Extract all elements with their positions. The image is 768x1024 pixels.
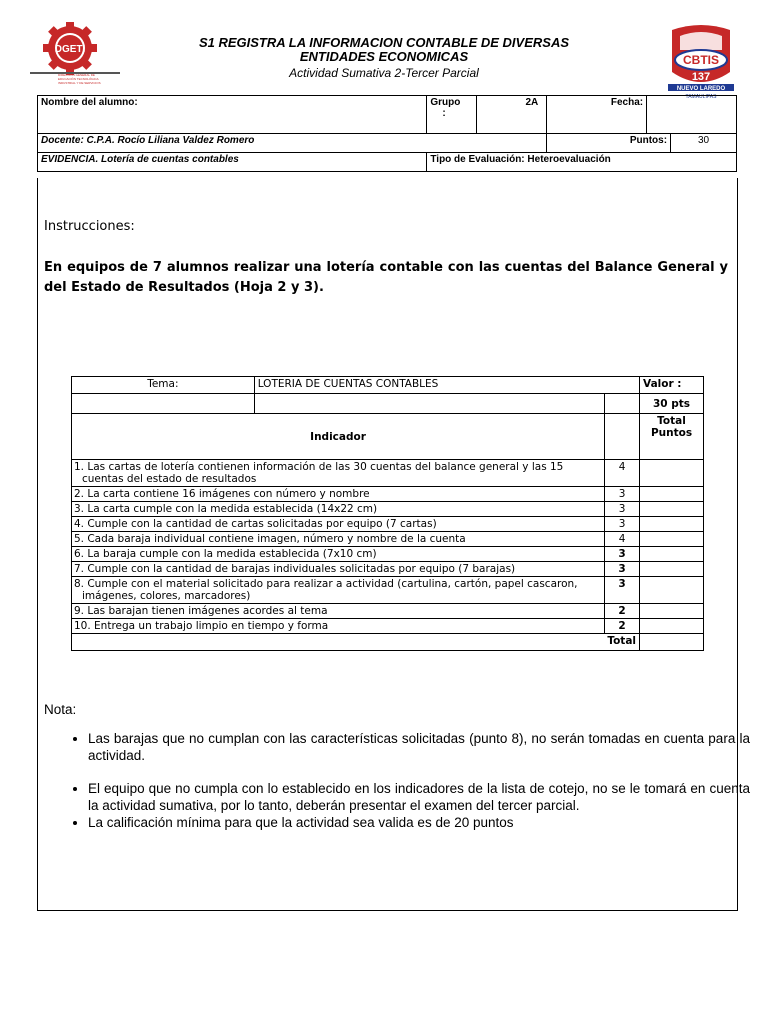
doc-title-line1: S1 REGISTRA LA INFORMACION CONTABLE DE DIVERSAS: [198, 35, 570, 50]
rubric-row: [72, 460, 704, 487]
rubric-score-cell[interactable]: [640, 517, 704, 532]
doc-title-line2: ENTIDADES ECONOMICAS: [299, 49, 469, 64]
rubric-points: 3: [605, 517, 640, 532]
tema-value: LOTERIA DE CUENTAS CONTABLES: [254, 377, 639, 394]
rubric-points: 4: [605, 532, 640, 547]
rubric-indicator: 4. Cumple con la cantidad de cartas solicitadas por equipo (7 cartas): [72, 517, 605, 532]
nombre-label: Nombre del alumno:: [38, 96, 427, 134]
grupo-colon: :: [442, 108, 446, 119]
rubric-indicator: 2. La carta contiene 16 imágenes con número y nombre: [72, 487, 605, 502]
grupo-label: Grupo: [430, 97, 461, 108]
rubric-points: 2: [605, 619, 640, 634]
rubric-row: [72, 532, 704, 547]
rubric-indicator: 6. La baraja cumple con la medida establecida (7x10 cm): [72, 547, 605, 562]
rubric-row: [72, 619, 704, 634]
rubric-row: [72, 604, 704, 619]
note-item: • La calificación mínima para que la actividad sea valida es de 20 puntos: [88, 814, 750, 831]
rubric-row: [72, 577, 704, 604]
indicador-header: Indicador: [72, 414, 605, 460]
blank-cell: [254, 394, 604, 414]
rubric-score-cell[interactable]: [640, 502, 704, 517]
rubric-indicator: 3. La carta cumple con la medida establecida (14x22 cm): [72, 502, 605, 517]
rubric-points: 3: [605, 577, 640, 604]
rubric-score-cell[interactable]: [640, 460, 704, 487]
puntos-value: 30: [671, 134, 737, 153]
tema-label: Tema:: [72, 377, 255, 394]
valor-label: Valor :: [640, 377, 704, 394]
rubric-score-cell[interactable]: [640, 547, 704, 562]
rubric-score-cell[interactable]: [640, 604, 704, 619]
total-puntos-header: Total Puntos: [640, 414, 704, 460]
cbtis-logo-state: TAMAULIPAS: [685, 94, 717, 100]
cbtis-logo-text: CBTIS: [683, 53, 719, 67]
total-value-cell: [640, 634, 704, 651]
rubric-score-cell[interactable]: [640, 487, 704, 502]
dgeti-caption: DIRECCIÓN GENERAL DE EDUCACIÓN TECNOLÓGICA INDUSTRIAL Y DE SERVICIOS: [58, 73, 101, 85]
rubric-indicator: 9. Las barajan tienen imágenes acordes al tema: [72, 604, 605, 619]
evidencia-text: EVIDENCIA. Lotería de cuentas contables: [38, 153, 427, 172]
rubric-indicator: 10. Entrega un trabajo limpio en tiempo y forma: [72, 619, 605, 634]
rubric-row: [72, 562, 704, 577]
total-label: Total: [72, 634, 640, 651]
cbtis-shield-icon: [662, 20, 740, 100]
cbtis-logo: [662, 20, 740, 100]
puntos-label: Puntos:: [547, 134, 671, 153]
grupo-cell: [427, 96, 477, 134]
rubric-points: 4: [605, 460, 640, 487]
cbtis-logo-city: NUEVO LAREDO: [676, 86, 726, 92]
rubric-indicator: 8. Cumple con el material solicitado para realizar a actividad (cartulina, cartón, papel cascaron, imágenes, colores, marcadores): [72, 577, 605, 604]
rubric-points: 2: [605, 604, 640, 619]
cbtis-logo-number: 137: [691, 71, 711, 83]
instructions-text: En equipos de 7 alumnos realizar una lotería contable con las cuentas del Balance General y del Estado de Resultados (Hoja 2 y 3).: [44, 260, 728, 295]
tipo-evaluacion: Tipo de Evaluación: Heteroevaluación: [427, 153, 737, 172]
rubric-row: [72, 502, 704, 517]
valor-value: 30 pts: [640, 394, 704, 414]
dgeti-logo-text: DGETI: [54, 44, 86, 55]
rubric-score-cell[interactable]: [640, 619, 704, 634]
rubric-row: [72, 547, 704, 562]
student-info-table: [37, 95, 737, 172]
nota-heading: Nota:: [44, 702, 77, 717]
rubric-score-cell[interactable]: [640, 577, 704, 604]
rubric-points: 3: [605, 562, 640, 577]
rubric-indicator: 1. Las cartas de lotería contienen información de las 30 cuentas del balance general y las 15 cuentas del estado de resultados: [72, 460, 605, 487]
fecha-label: Fecha:: [547, 96, 647, 134]
rubric-score-cell[interactable]: [640, 562, 704, 577]
rubric-score-cell[interactable]: [640, 532, 704, 547]
rubric-row: [72, 517, 704, 532]
doc-subtitle: Actividad Sumativa 2-Tercer Parcial: [289, 66, 479, 80]
instructions-heading: Instrucciones:: [44, 219, 135, 234]
blank-cell: [605, 414, 640, 460]
note-item: • Las barajas que no cumplan con las características solicitadas (punto 8), no serán tomadas en cuenta para la actividad.: [88, 730, 750, 764]
rubric-points: 3: [605, 502, 640, 517]
rubric-indicator: 5. Cada baraja individual contiene imagen, número y nombre de la cuenta: [72, 532, 605, 547]
rubric-points: 3: [605, 547, 640, 562]
rubric-row: [72, 487, 704, 502]
fecha-field[interactable]: [647, 96, 737, 134]
blank-cell: [72, 394, 255, 414]
note-item: • El equipo que no cumpla con lo establecido en los indicadores de la lista de cotejo, no se le tomará en cuenta la actividad sumativa, por lo tanto, deberán presentar el examen del tercer parcial.: [88, 780, 750, 814]
rubric-indicator: 7. Cumple con la cantidad de barajas individuales solicitadas por equipo (7 barajas): [72, 562, 605, 577]
blank-cell: [605, 394, 640, 414]
notes-list: [66, 730, 750, 831]
docente-name: Docente: C.P.A. Rocío Liliana Valdez Romero: [38, 134, 547, 153]
rubric-points: 3: [605, 487, 640, 502]
rubric-table: [71, 376, 704, 651]
grupo-value: 2A: [477, 96, 547, 134]
